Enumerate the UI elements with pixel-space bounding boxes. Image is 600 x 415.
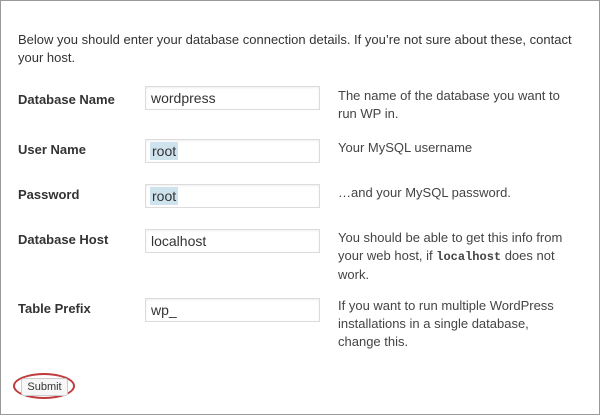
database-name-description: The name of the database you want to run WP in. <box>338 88 560 121</box>
database-host-description-end: does not work. <box>338 248 555 282</box>
user-name-label: User Name <box>18 142 86 157</box>
database-name-label: Database Name <box>18 92 115 107</box>
password-value: root <box>152 188 177 204</box>
database-host-description-code: localhost <box>436 250 502 264</box>
table-prefix-input[interactable] <box>145 298 320 322</box>
database-host-label: Database Host <box>18 232 109 247</box>
password-input[interactable] <box>145 184 320 208</box>
user-name-description: Your MySQL username <box>338 140 473 155</box>
intro-text: Below you should enter your database connection details. If you’re not sure about these, contact your host. <box>18 32 572 65</box>
table-prefix-description: If you want to run multiple WordPress installations in a single database, change this. <box>338 298 554 349</box>
database-host-description-start: You should be able to get this info from your web host, if <box>338 230 563 263</box>
user-name-value: root <box>152 143 177 159</box>
submit-button[interactable]: Submit <box>21 378 68 396</box>
database-host-input[interactable] <box>145 229 320 253</box>
database-name-input[interactable] <box>145 86 320 110</box>
database-host-description <box>338 229 573 284</box>
user-name-input[interactable] <box>145 139 320 163</box>
password-description: …and your MySQL password. <box>338 185 511 200</box>
table-prefix-label: Table Prefix <box>18 301 91 316</box>
password-label: Password <box>18 187 80 202</box>
